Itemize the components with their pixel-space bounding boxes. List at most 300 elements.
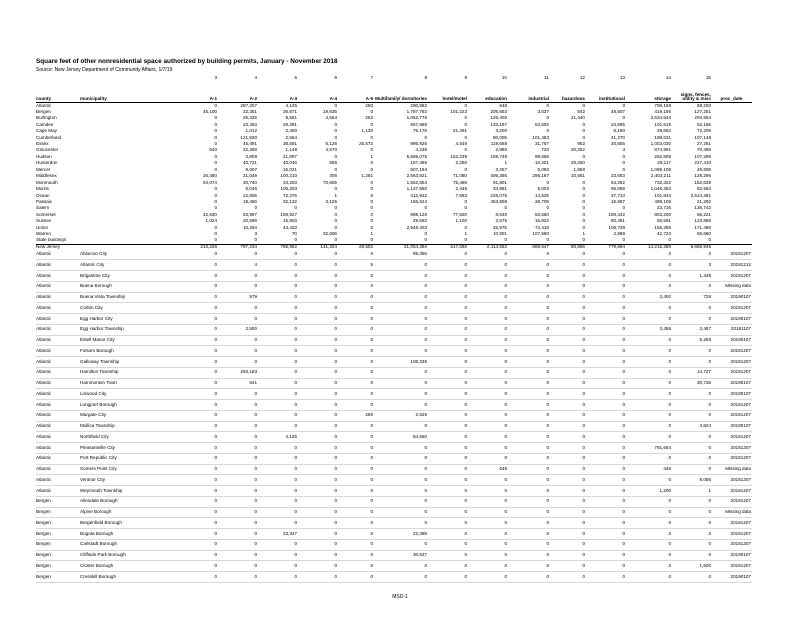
muni-cell-col-4: 23,347 <box>258 529 298 540</box>
county-cell-col-7: 0 <box>424 231 427 237</box>
total-cell-col-8: 517,060 <box>428 244 468 250</box>
muni-cell-col-5: 0 <box>298 475 338 486</box>
county-cell-col-2: 0 <box>214 205 217 211</box>
county-cell-col-6: 6 <box>370 192 373 198</box>
county-cell-col-5: 3,125 <box>325 199 337 204</box>
muni-cell-col-2: 0 <box>166 432 218 443</box>
muni-cell-col-9: 0 <box>468 410 508 421</box>
muni-cell-col-2: 0 <box>166 529 218 540</box>
muni-cell-col-5: 0 <box>298 453 338 464</box>
county-cell-col-13: 101,619 <box>654 121 671 127</box>
county-cell-col-5: 19,635 <box>322 108 337 114</box>
county-cell-col-0: Monmouth <box>36 179 58 185</box>
muni-cell-col-5: 0 <box>298 486 338 497</box>
muni-cell-col-5: 0 <box>298 335 338 346</box>
column-number-col-9: 10 <box>501 75 507 81</box>
county-cell-col-9: 0 <box>504 205 507 211</box>
muni-cell-col-8: 0 <box>428 292 468 303</box>
muni-cell-col-9: 0 <box>468 303 508 314</box>
county-cell-col-12: 106,739 <box>608 224 625 230</box>
county-cell-col-14: 49,808 <box>696 166 711 172</box>
muni-cell-col-12: 0 <box>586 486 626 497</box>
muni-cell-col-6: 0 <box>338 507 374 518</box>
county-cell-col-12: 20,655 <box>610 141 625 147</box>
muni-cell-col-9: 0 <box>468 496 508 507</box>
muni-cell-col-2: 0 <box>166 410 218 421</box>
header-col-5: A-4 <box>329 96 337 102</box>
muni-cell-col-2: 0 <box>166 346 218 357</box>
total-cell-col-10: 889,647 <box>508 244 550 250</box>
county-cell-col-3: 0 <box>254 237 257 243</box>
muni-cell-col-4: 0 <box>258 518 298 529</box>
county-cell-col-5: 4,564 <box>325 115 337 121</box>
muni-cell-col-6: 250 <box>338 410 374 421</box>
muni-cell-col-9: 0 <box>468 357 508 368</box>
muni-cell-col-2: 0 <box>166 550 218 561</box>
muni-cell-col-3: 0 <box>218 281 258 292</box>
muni-cell-col-2: 0 <box>166 335 218 346</box>
column-number-row <box>36 74 752 83</box>
column-number-col-5: 6 <box>334 75 337 81</box>
muni-cell-col-5: 0 <box>298 281 338 292</box>
county-cell-col-9: 133,197 <box>490 121 507 127</box>
county-cell-col-7: 166,624 <box>410 199 427 204</box>
county-cell-col-10: 5,003 <box>537 186 549 192</box>
muni-cell-col-7: 0 <box>374 378 428 389</box>
muni-cell-col-7: 0 <box>374 496 428 507</box>
muni-cell-col-4: 0 <box>258 507 298 518</box>
muni-cell-col-10: 0 <box>508 260 550 271</box>
county-cell-col-2: 1,024 <box>205 218 217 224</box>
muni-cell-col-1: Atlantic City <box>80 260 166 271</box>
muni-cell-col-15: 20190107 <box>712 572 752 583</box>
column-number-col-13: 14 <box>665 75 671 81</box>
muni-cell-col-12: 0 <box>586 367 626 378</box>
county-cell-col-4: 72,376 <box>282 192 297 198</box>
muni-cell-col-10: 0 <box>508 281 550 292</box>
county-cell-col-6: 0 <box>370 134 373 140</box>
county-cell-col-12: 96,659 <box>610 186 625 192</box>
muni-cell-col-8: 0 <box>428 357 468 368</box>
county-cell-col-4: 40,046 <box>282 160 297 166</box>
muni-cell-col-5: 0 <box>298 410 338 421</box>
muni-cell-col-8: 0 <box>428 539 468 550</box>
county-cell-col-12: 0 <box>622 102 625 108</box>
county-cell-col-12: 41,270 <box>610 134 625 140</box>
muni-cell-col-3: 0 <box>218 400 258 411</box>
muni-cell-col-10: 0 <box>508 443 550 454</box>
muni-cell-col-15: 20181107 <box>712 324 752 335</box>
muni-cell-col-11: 0 <box>550 292 586 303</box>
muni-cell-col-2: 0 <box>166 421 218 432</box>
county-cell-col-11: 0 <box>582 211 585 217</box>
muni-cell-col-1: Folsom Borough <box>80 346 166 357</box>
muni-cell-col-12: 0 <box>586 432 626 443</box>
county-cell-col-11: 0 <box>582 102 585 108</box>
column-number-col-12: 13 <box>619 75 625 81</box>
county-cell-col-5: 5,126 <box>325 141 337 147</box>
muni-cell-col-5: 0 <box>298 357 338 368</box>
county-cell-col-6: 250 <box>365 102 373 108</box>
muni-cell-col-11: 0 <box>550 561 586 572</box>
county-cell-col-4: 36,871 <box>282 108 297 114</box>
muni-cell-col-1: Bergenfield Borough <box>80 518 166 529</box>
muni-cell-col-15: Missing data <box>712 464 752 475</box>
muni-cell-col-0: Atlantic <box>36 357 80 368</box>
muni-cell-col-1: Mullica Township <box>80 421 166 432</box>
county-cell-col-13: 499,105 <box>654 199 671 204</box>
muni-cell-col-13: 0 <box>626 475 672 486</box>
muni-cell-col-0: Atlantic <box>36 292 80 303</box>
county-cell-col-8: 0 <box>464 121 467 127</box>
county-cell-col-5: 1 <box>334 192 337 198</box>
municipality-row <box>36 518 752 529</box>
county-cell-col-2: 0 <box>214 134 217 140</box>
county-cell-col-11: 0 <box>582 154 585 159</box>
municipality-row <box>36 464 752 475</box>
muni-cell-col-0: Atlantic <box>36 486 80 497</box>
county-cell-col-12: 0 <box>622 205 625 211</box>
municipality-row <box>36 475 752 486</box>
muni-cell-col-2: 0 <box>166 324 218 335</box>
county-cell-col-2: 0 <box>214 154 217 159</box>
muni-cell-col-13: 0 <box>626 453 672 464</box>
muni-cell-col-6: 0 <box>338 486 374 497</box>
muni-cell-col-2: 0 <box>166 453 218 464</box>
county-cell-col-12: 84,252 <box>610 179 625 185</box>
county-cell-col-10: 0 <box>546 128 549 134</box>
county-cell-col-6: 0 <box>370 179 373 185</box>
muni-cell-col-5: 0 <box>298 260 338 271</box>
muni-cell-col-4: 0 <box>258 303 298 314</box>
county-cell-col-11: 20,252 <box>570 147 585 153</box>
muni-cell-col-4: 0 <box>258 496 298 507</box>
county-cell-col-0: State buildings <box>36 237 67 243</box>
muni-cell-col-1: Allendale Borough <box>80 496 166 507</box>
muni-cell-col-14: 0 <box>672 303 712 314</box>
muni-cell-col-1: Port Republic City <box>80 453 166 464</box>
muni-cell-col-10: 0 <box>508 432 550 443</box>
municipality-row <box>36 550 752 561</box>
muni-cell-col-5: 0 <box>298 539 338 550</box>
muni-cell-col-10: 0 <box>508 496 550 507</box>
muni-cell-col-15: Missing data <box>712 507 752 518</box>
muni-cell-col-9: 0 <box>468 529 508 540</box>
muni-cell-col-8: 0 <box>428 464 468 475</box>
muni-cell-col-6: 0 <box>338 496 374 507</box>
county-cell-col-7: 2,563,821 <box>406 173 427 179</box>
municipality-row <box>36 367 752 378</box>
muni-cell-col-12: 0 <box>586 303 626 314</box>
municipality-row <box>36 335 752 346</box>
county-cell-col-14: 70,469 <box>696 147 711 153</box>
municipality-row <box>36 496 752 507</box>
muni-cell-col-9: 0 <box>468 475 508 486</box>
county-cell-col-2: 0 <box>214 160 217 166</box>
muni-cell-col-14: 0 <box>672 529 712 540</box>
county-cell-col-9: 119,558 <box>490 141 507 147</box>
muni-cell-col-0: Bergen <box>36 550 80 561</box>
county-cell-col-9: 10,901 <box>492 231 507 237</box>
muni-cell-col-6: 0 <box>338 529 374 540</box>
muni-cell-col-4: 0 <box>258 346 298 357</box>
county-cell-col-6: 0 <box>370 108 373 114</box>
county-cell-col-14: 55,221 <box>696 211 711 217</box>
muni-cell-col-4: 0 <box>258 486 298 497</box>
muni-cell-col-10: 0 <box>508 529 550 540</box>
muni-cell-col-9: 0 <box>468 335 508 346</box>
county-summary-table <box>36 102 752 251</box>
muni-cell-col-3: 0 <box>218 346 258 357</box>
muni-cell-col-6: 0 <box>338 271 374 282</box>
column-number-col-6: 7 <box>370 75 373 81</box>
column-number-col-10: 11 <box>544 75 549 81</box>
county-cell-col-6: 1 <box>370 154 373 159</box>
county-cell-col-4: 159,927 <box>280 211 297 217</box>
county-cell-col-6: 1,281 <box>361 173 373 179</box>
county-cell-col-4: 2,564 <box>285 134 297 140</box>
muni-cell-col-5: 0 <box>298 389 338 400</box>
county-cell-col-9: 228,078 <box>490 192 507 198</box>
muni-cell-col-11: 0 <box>550 303 586 314</box>
muni-cell-col-3: 0 <box>218 453 258 464</box>
county-cell-col-11: 0 <box>582 224 585 230</box>
county-cell-col-6: 0 <box>370 224 373 230</box>
county-cell-col-13: 732,322 <box>654 179 671 185</box>
muni-cell-col-11: 0 <box>550 335 586 346</box>
county-cell-col-13: 799,168 <box>654 102 671 108</box>
county-cell-col-10: 15,922 <box>534 218 549 224</box>
muni-cell-col-3: 0 <box>218 389 258 400</box>
county-cell-col-10: 0 <box>546 102 549 108</box>
muni-cell-col-8: 0 <box>428 496 468 507</box>
county-cell-col-3: 9,607 <box>245 166 257 172</box>
county-cell-col-9: 34,891 <box>492 186 507 192</box>
muni-cell-col-8: 0 <box>428 529 468 540</box>
muni-cell-col-14: 8,086 <box>672 475 712 486</box>
county-cell-col-6: 0 <box>370 211 373 217</box>
muni-cell-col-5: 0 <box>298 421 338 432</box>
total-cell-col-3: 797,234 <box>218 244 258 250</box>
county-cell-col-5: 0 <box>334 237 337 243</box>
muni-cell-col-6: 0 <box>338 539 374 550</box>
county-cell-col-7: 1,552,554 <box>406 179 427 185</box>
muni-cell-col-6: 0 <box>338 400 374 411</box>
county-cell-col-2: 0 <box>214 199 217 204</box>
county-cell-col-6: 1 <box>370 231 373 237</box>
muni-cell-col-8: 0 <box>428 303 468 314</box>
muni-cell-col-0: Atlantic <box>36 271 80 282</box>
muni-cell-col-11: 0 <box>550 378 586 389</box>
muni-cell-col-12: 0 <box>586 561 626 572</box>
municipality-row <box>36 271 752 282</box>
muni-cell-col-3: 0 <box>218 561 258 572</box>
muni-cell-col-4: 0 <box>258 271 298 282</box>
muni-cell-col-5: 0 <box>298 324 338 335</box>
muni-cell-col-0: Bergen <box>36 561 80 572</box>
muni-cell-col-7: 0 <box>374 292 428 303</box>
muni-cell-col-4: 0 <box>258 453 298 464</box>
muni-cell-col-8: 0 <box>428 335 468 346</box>
muni-cell-col-7: 0 <box>374 572 428 583</box>
muni-cell-col-9: 0 <box>468 539 508 550</box>
muni-cell-col-0: Atlantic <box>36 400 80 411</box>
muni-cell-col-14: 4,824 <box>672 421 712 432</box>
muni-cell-col-9: 0 <box>468 324 508 335</box>
muni-cell-col-11: 0 <box>550 314 586 325</box>
county-cell-col-4: 0 <box>294 205 297 211</box>
muni-cell-col-5: 0 <box>298 443 338 454</box>
muni-cell-col-9: 0 <box>468 572 508 583</box>
county-cell-col-0: Warren <box>36 231 51 237</box>
muni-cell-col-5: 0 <box>298 518 338 529</box>
county-cell-col-10: 3,037 <box>537 108 549 114</box>
muni-cell-col-12: 0 <box>586 464 626 475</box>
muni-cell-col-14: 1,348 <box>672 271 712 282</box>
muni-cell-col-9: 0 <box>468 389 508 400</box>
muni-cell-col-1: Cliffside Park Borough <box>80 550 166 561</box>
muni-cell-col-12: 0 <box>586 378 626 389</box>
muni-cell-col-14: 2,467 <box>672 324 712 335</box>
muni-cell-col-5: 0 <box>298 249 338 260</box>
county-cell-col-8: 0 <box>464 147 467 153</box>
county-cell-col-10: 53,680 <box>534 211 549 217</box>
muni-cell-col-7: 0 <box>374 475 428 486</box>
county-cell-col-5: 666 <box>329 160 337 166</box>
muni-cell-col-2: 0 <box>166 378 218 389</box>
muni-cell-col-2: 0 <box>166 389 218 400</box>
county-cell-col-4: 2,400 <box>285 128 297 134</box>
county-cell-col-10: 286,187 <box>532 173 549 179</box>
county-cell-col-0: Somerset <box>36 211 56 217</box>
muni-cell-col-6: 0 <box>338 281 374 292</box>
total-cell-col-9: 2,114,553 <box>468 244 508 250</box>
county-cell-col-13: 419,166 <box>654 108 671 114</box>
muni-cell-col-9: 0 <box>468 314 508 325</box>
county-cell-col-8: 21,491 <box>452 128 467 134</box>
county-cell-col-11: 1 <box>582 231 585 237</box>
muni-cell-col-10: 0 <box>508 475 550 486</box>
muni-cell-col-1: Brigantine City <box>80 271 166 282</box>
county-cell-col-12: 3 <box>622 147 625 153</box>
county-cell-col-6: 0 <box>370 160 373 166</box>
muni-cell-col-9: 0 <box>468 561 508 572</box>
muni-cell-col-5: 0 <box>298 314 338 325</box>
muni-cell-col-14: 1,500 <box>672 561 712 572</box>
county-cell-col-9: 126,400 <box>490 115 507 121</box>
county-cell-col-10: 28,705 <box>534 199 549 204</box>
muni-cell-col-5: 0 <box>298 550 338 561</box>
muni-cell-col-10: 0 <box>508 303 550 314</box>
county-cell-col-9: 406,395 <box>490 173 507 179</box>
muni-cell-col-7: 0 <box>374 486 428 497</box>
muni-cell-col-4: 0 <box>258 443 298 454</box>
muni-cell-col-15: 20181207 <box>712 357 752 368</box>
municipality-row <box>36 303 752 314</box>
county-cell-col-13: 262,805 <box>654 154 671 159</box>
muni-cell-col-3: 0 <box>218 357 258 368</box>
muni-cell-col-3: 579 <box>218 292 258 303</box>
muni-cell-col-8: 0 <box>428 314 468 325</box>
county-cell-col-8: 71,080 <box>452 173 467 179</box>
muni-cell-col-3: 2,500 <box>218 324 258 335</box>
muni-cell-col-13: 0 <box>626 410 672 421</box>
county-cell-col-2: 0 <box>214 128 217 134</box>
muni-cell-col-8: 0 <box>428 432 468 443</box>
municipality-row <box>36 507 752 518</box>
county-cell-col-10: 101,483 <box>532 134 549 140</box>
muni-cell-col-12: 0 <box>586 271 626 282</box>
total-cell-col-12: 779,894 <box>586 244 626 250</box>
muni-cell-col-13: 0 <box>626 572 672 583</box>
county-cell-col-4: 4,125 <box>285 102 297 108</box>
muni-cell-col-10: 0 <box>508 507 550 518</box>
muni-cell-col-8: 0 <box>428 475 468 486</box>
muni-cell-col-3: 0 <box>218 432 258 443</box>
muni-cell-col-3: 0 <box>218 572 258 583</box>
county-cell-col-5: 0 <box>334 102 337 108</box>
county-cell-col-4: 106,203 <box>280 186 297 192</box>
muni-cell-col-7: 0 <box>374 561 428 572</box>
muni-cell-col-13: 0 <box>626 281 672 292</box>
county-cell-col-7: 667,888 <box>410 121 427 127</box>
muni-cell-col-14: 0 <box>672 496 712 507</box>
muni-cell-col-4: 0 <box>258 249 298 260</box>
county-cell-col-10: 31,757 <box>534 141 549 147</box>
municipality-row <box>36 486 752 497</box>
muni-cell-col-15: 20181207 <box>712 496 752 507</box>
muni-cell-col-1: Pleasantville City <box>80 443 166 454</box>
county-cell-col-0: Union <box>36 224 49 230</box>
muni-cell-col-10: 0 <box>508 249 550 260</box>
county-cell-col-12: 0 <box>622 115 625 121</box>
muni-cell-col-7: 0 <box>374 314 428 325</box>
header-col-14: signs, fences, utility & misc <box>680 91 711 102</box>
municipality-row <box>36 314 752 325</box>
total-cell-col-7: 21,054,394 <box>374 244 428 250</box>
county-cell-col-5: 0 <box>334 224 337 230</box>
muni-cell-col-9: 0 <box>468 271 508 282</box>
county-cell-col-0: Mercer <box>36 166 51 172</box>
county-cell-col-0: Cumberland <box>36 134 62 140</box>
county-cell-col-6: 0 <box>370 166 373 172</box>
county-cell-col-2: 0 <box>214 121 217 127</box>
muni-cell-col-4: 0 <box>258 475 298 486</box>
county-cell-col-11: 10,561 <box>570 173 585 179</box>
muni-cell-col-9: 0 <box>468 432 508 443</box>
muni-cell-col-5: 0 <box>298 432 338 443</box>
header-col-6: A-5 <box>365 96 373 102</box>
muni-cell-col-3: 0 <box>218 539 258 550</box>
column-number-col-15 <box>712 74 752 83</box>
muni-cell-col-0: Atlantic <box>36 324 80 335</box>
municipality-row <box>36 378 752 389</box>
county-cell-col-7: 75,176 <box>412 128 427 134</box>
muni-cell-col-11: 0 <box>550 464 586 475</box>
muni-cell-col-7: 0 <box>374 389 428 400</box>
county-cell-col-6: 25,572 <box>358 141 373 147</box>
muni-cell-col-12: 0 <box>586 314 626 325</box>
muni-cell-col-11: 0 <box>550 486 586 497</box>
county-cell-col-11: 0 <box>582 237 585 243</box>
muni-cell-col-12: 0 <box>586 324 626 335</box>
muni-cell-col-6: 0 <box>338 432 374 443</box>
muni-cell-col-5: 0 <box>298 378 338 389</box>
muni-cell-col-7: 0 <box>374 367 428 378</box>
muni-cell-col-11: 0 <box>550 496 586 507</box>
muni-cell-col-5: 0 <box>298 271 338 282</box>
muni-cell-col-0: Bergen <box>36 496 80 507</box>
